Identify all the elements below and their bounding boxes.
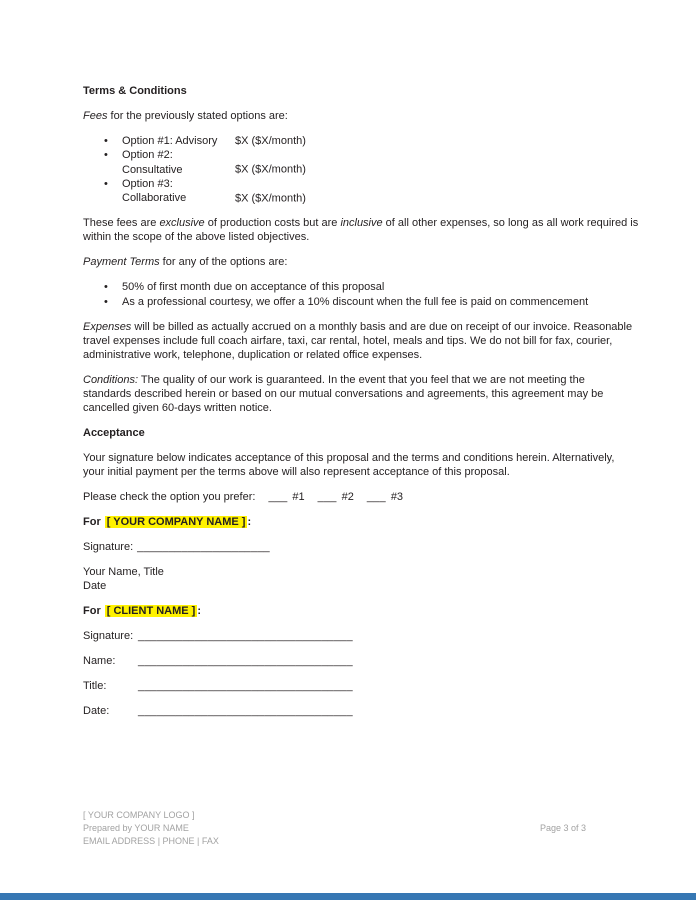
page-footer bbox=[83, 809, 219, 848]
expenses-run: will be billed as actually accrued on a monthly basis and are due on receipt of our invoice. Reasonable bbox=[131, 321, 633, 334]
expenses-italic: Expenses bbox=[83, 321, 132, 334]
fee-option-label: Option #3: Collaborative bbox=[122, 177, 187, 205]
company-name-date-block bbox=[83, 566, 613, 593]
fee-option-label: Option #2: Consultative bbox=[122, 149, 183, 176]
expenses-paragraph bbox=[83, 320, 633, 362]
company-name-placeholder: [ YOUR COMPANY NAME ] bbox=[106, 516, 246, 529]
for-colon: : bbox=[247, 516, 252, 529]
terms-heading: Terms & Conditions bbox=[83, 85, 187, 97]
check-blank: ___ bbox=[317, 491, 337, 504]
expenses-line2: travel expenses include full coach airfare, taxi, car rental, hotel, meals and tips. We do not bill for fax, courier, bbox=[83, 335, 613, 348]
check-blank: ___ bbox=[366, 491, 386, 504]
company-logo-placeholder: [ YOUR COMPANY LOGO ] bbox=[83, 810, 195, 820]
fee-option-label: Option #1: Advisory bbox=[122, 135, 218, 147]
check-number: #1 bbox=[292, 491, 305, 504]
payment-terms-intro bbox=[83, 255, 613, 269]
check-blank: ___ bbox=[268, 491, 288, 504]
for-company-line bbox=[83, 515, 613, 529]
check-option-3 bbox=[367, 491, 403, 503]
fee-option-row bbox=[83, 134, 613, 148]
for-colon: : bbox=[197, 605, 202, 618]
fees-note-line2: within the scope of the above listed objectives. bbox=[83, 231, 310, 244]
fees-intro-rest: for the previously stated options are: bbox=[107, 110, 288, 122]
fee-option-row bbox=[83, 177, 613, 206]
fees-note-run: of production costs but are bbox=[204, 217, 341, 230]
client-date-blank: __________________________________ bbox=[138, 705, 353, 718]
conditions-italic: Conditions: bbox=[83, 374, 139, 387]
check-number: #3 bbox=[390, 491, 404, 504]
client-title-blank: __________________________________ bbox=[138, 680, 353, 693]
acceptance-heading: Acceptance bbox=[83, 427, 145, 440]
bottom-accent-bar bbox=[0, 893, 696, 900]
date-label: Date bbox=[83, 579, 107, 592]
client-name-row bbox=[83, 654, 613, 668]
client-date-label: Date: bbox=[83, 705, 110, 718]
fees-note-run: of all other expenses, so long as all work required is bbox=[382, 217, 639, 230]
fees-note-line1 bbox=[83, 216, 639, 230]
client-title-label: Title: bbox=[83, 680, 107, 693]
payment-term-item: • 50% of first month due on acceptance of this proposal bbox=[83, 280, 613, 294]
signature-blank-line: _____________________ bbox=[137, 541, 270, 554]
conditions-line2: standards described herein or based on our mutual conversations and agreements, this agreement may be bbox=[83, 388, 604, 401]
conditions-line3: cancelled given 60-days written notice. bbox=[83, 402, 272, 415]
check-option-prompt: Please check the option you prefer: bbox=[83, 491, 256, 504]
fee-option-value: $X ($X/month) bbox=[235, 163, 306, 176]
client-name-placeholder: [ CLIENT NAME ] bbox=[106, 605, 196, 618]
client-title-row bbox=[83, 679, 613, 693]
fee-option-value: $X ($X/month) bbox=[235, 135, 306, 147]
client-date-row bbox=[83, 704, 613, 718]
payment-terms-rest: for any of the options are: bbox=[159, 256, 288, 269]
your-name-title: Your Name, Title bbox=[83, 566, 164, 579]
fees-intro bbox=[83, 109, 613, 123]
fee-option-value: $X ($X/month) bbox=[235, 192, 306, 205]
page-number: Page 3 of 3 bbox=[540, 823, 587, 833]
company-signature-line bbox=[83, 540, 613, 554]
payment-terms-list bbox=[83, 280, 613, 309]
fee-options-list bbox=[83, 134, 613, 205]
payment-terms-italic: Payment Terms bbox=[83, 256, 160, 269]
fees-note-italic: exclusive bbox=[159, 217, 205, 230]
fees-note-run: These fees are bbox=[83, 217, 160, 230]
for-label: For bbox=[83, 605, 101, 618]
acceptance-line1: Your signature below indicates acceptance of this proposal and the terms and conditions herein. Alternatively, bbox=[83, 452, 615, 465]
client-name-label: Name: bbox=[83, 655, 116, 668]
signature-label: Signature: bbox=[83, 541, 134, 554]
payment-term-item: • As a professional courtesy, we offer a 10% discount when the full fee is paid on commencement bbox=[83, 295, 613, 309]
fees-note-italic: inclusive bbox=[340, 217, 383, 230]
conditions-run: The quality of our work is guaranteed. In the event that you feel that we are not meeting the bbox=[138, 374, 585, 387]
client-name-blank: __________________________________ bbox=[138, 655, 353, 668]
client-signature-label: Signature: bbox=[83, 630, 134, 643]
acceptance-paragraph bbox=[83, 451, 613, 479]
document-content bbox=[83, 84, 639, 729]
check-option-line bbox=[83, 490, 613, 504]
check-number: #2 bbox=[341, 491, 354, 504]
expenses-line3: administrative work, telephone, duplication or related office expenses. bbox=[83, 349, 423, 362]
fees-intro-italic: Fees bbox=[83, 110, 108, 122]
conditions-paragraph bbox=[83, 373, 613, 415]
for-client-line bbox=[83, 604, 613, 618]
client-signature-row bbox=[83, 629, 613, 643]
for-label: For bbox=[83, 516, 101, 529]
check-option-2 bbox=[318, 491, 354, 503]
contact-info-text: EMAIL ADDRESS | PHONE | FAX bbox=[83, 836, 219, 846]
prepared-by-text: Prepared by YOUR NAME bbox=[83, 823, 189, 833]
check-option-1 bbox=[268, 491, 304, 503]
acceptance-line2: your initial payment per the terms above will also represent acceptance of this proposal. bbox=[83, 466, 510, 479]
conditions-line1 bbox=[83, 373, 613, 387]
client-signature-blank: __________________________________ bbox=[138, 630, 353, 643]
fee-option-row bbox=[83, 148, 613, 177]
fees-note-paragraph bbox=[83, 216, 639, 244]
expenses-line1 bbox=[83, 320, 633, 334]
